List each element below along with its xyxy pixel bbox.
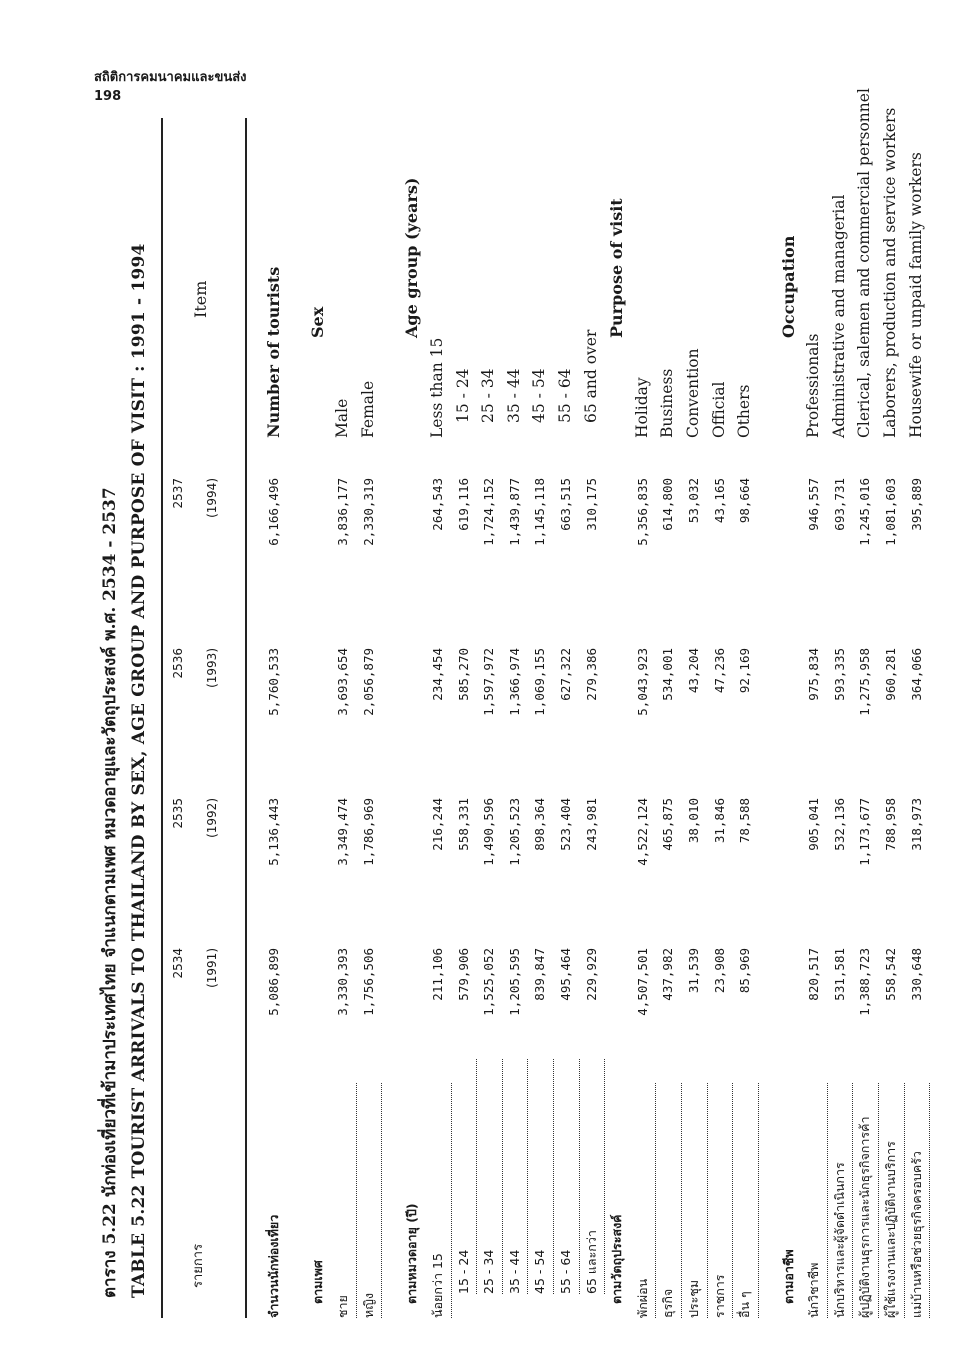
table-row — [732, 118, 758, 1318]
row-label-thai: ชาย — [330, 1053, 357, 1318]
row-value: 216,244 — [429, 798, 445, 851]
row-value: 5,086,899 — [266, 948, 281, 1016]
row-label-english: Occupation — [778, 235, 798, 338]
row-value: 3,330,393 — [335, 948, 351, 1016]
row-label-english: Official — [709, 381, 728, 438]
row-value: 47,236 — [711, 648, 727, 694]
table-row — [330, 118, 356, 1318]
row-value: 31,846 — [711, 798, 727, 844]
row-value: 1,205,595 — [506, 948, 522, 1016]
row-value: 38,010 — [685, 798, 701, 844]
row-label-english: Professionals — [804, 333, 823, 438]
row-value: 1,173,677 — [857, 798, 873, 866]
row-label-thai: 65 และกว่า — [579, 1053, 606, 1318]
row-label-english: Administrative and managerial — [829, 194, 848, 438]
row-value: 229,929 — [583, 948, 599, 1001]
row-value: 279,386 — [583, 648, 599, 701]
row-value: 1,366,974 — [506, 648, 522, 716]
table-titles — [95, 244, 153, 1299]
table-row — [553, 118, 579, 1318]
row-value: 43,165 — [711, 478, 727, 524]
row-value: 2,056,879 — [360, 648, 376, 716]
row-value: 465,875 — [660, 798, 676, 851]
table-row — [904, 118, 930, 1318]
row-value: 905,041 — [806, 798, 822, 851]
row-value: 1,145,118 — [532, 478, 548, 546]
year-header-ce: (1992) — [205, 798, 219, 838]
row-label-english: Purpose of visit — [607, 198, 627, 338]
row-label-thai: 35 - 44 — [502, 1053, 529, 1318]
table-title-thai: ตาราง 5.22 นักท่องเที่ยวที่เข้ามาประเทศไทย จำแนกตามเพศ หมวดอายุและวัตถุประสงค์ พ.ศ. 2534 - 2537 — [100, 487, 120, 1298]
table-row — [801, 118, 827, 1318]
row-value: 330,648 — [908, 948, 924, 1001]
row-label-thai: 55 - 64 — [553, 1053, 580, 1318]
row-label-english: 25 - 34 — [479, 368, 498, 423]
row-value: 619,116 — [455, 478, 471, 531]
table-row — [776, 118, 802, 1318]
row-value: 975,834 — [806, 648, 822, 701]
row-value: 85,969 — [737, 948, 753, 994]
table-row — [630, 118, 656, 1318]
table-row — [681, 118, 707, 1318]
table-row — [356, 118, 382, 1318]
table-row — [451, 118, 477, 1318]
row-value: 1,756,506 — [360, 948, 376, 1016]
row-value: 4,522,124 — [634, 798, 650, 866]
year-header-be: 2536 — [171, 648, 185, 679]
row-value: 558,331 — [455, 798, 471, 851]
row-value: 78,588 — [737, 798, 753, 844]
row-label-thai: ตามอาชีพ — [780, 1249, 796, 1304]
row-value: 395,889 — [908, 478, 924, 531]
table-title-english: TABLE 5.22 TOURIST ARRIVALS TO THAILAND BY SEX, AGE GROUP AND PURPOSE OF VISIT : 1991 - 1994 — [129, 243, 149, 1298]
row-value: 1,081,603 — [883, 478, 899, 546]
row-label-thai: 15 - 24 — [451, 1053, 478, 1318]
row-value: 364,066 — [908, 648, 924, 701]
row-value: 820,517 — [806, 948, 822, 1001]
row-value: 523,404 — [557, 798, 573, 851]
row-value: 264,543 — [429, 478, 445, 531]
row-value: 1,388,723 — [857, 948, 873, 1016]
row-value: 534,001 — [660, 648, 676, 701]
table-row — [579, 118, 605, 1318]
row-value: 243,981 — [583, 798, 599, 851]
row-value: 839,847 — [532, 948, 548, 1001]
row-label-thai: ตามวัตถุประสงค์ — [609, 1214, 625, 1304]
row-value: 558,542 — [883, 948, 899, 1001]
row-value: 593,335 — [831, 648, 847, 701]
row-value: 31,539 — [685, 948, 701, 994]
table-row — [852, 88, 878, 1318]
row-value: 1,597,972 — [481, 648, 497, 716]
row-value: 23,908 — [711, 948, 727, 994]
row-label-english: Clerical, salemen and commercial personnel — [855, 88, 874, 438]
row-label-thai: ตามเพศ — [309, 1260, 325, 1304]
row-label-english: Others — [735, 384, 754, 438]
row-value: 532,136 — [831, 798, 847, 851]
row-value: 437,982 — [660, 948, 676, 1001]
row-label-thai: ผู้ปฏิบัติงานธุรการและนักธุรกิจการค้า — [852, 1053, 879, 1318]
row-label-english: Housewife or unpaid family workers — [906, 152, 925, 438]
row-value: 98,664 — [737, 478, 753, 524]
table-row — [476, 118, 502, 1318]
table-row — [399, 118, 425, 1318]
row-label-english: Number of tourists — [264, 266, 283, 438]
row-value: 5,136,443 — [266, 798, 281, 866]
table-body — [261, 88, 929, 1318]
table-row — [827, 118, 853, 1318]
row-label-thai: 45 - 54 — [527, 1053, 554, 1318]
row-label-english: Convention — [683, 348, 702, 438]
item-header-thai: รายการ — [191, 1243, 206, 1288]
year-header-be: 2535 — [171, 798, 185, 829]
row-value: 946,557 — [806, 478, 822, 531]
row-label-thai: อื่น ๆ — [732, 1053, 759, 1318]
row-value: 1,490,596 — [481, 798, 497, 866]
row-value: 310,175 — [583, 478, 599, 531]
year-header-ce: (1994) — [205, 478, 219, 518]
table-row — [261, 118, 287, 1318]
row-label-thai: ราชการ — [707, 1053, 734, 1318]
table-top-rule — [161, 118, 163, 1318]
row-label-english: Business — [658, 368, 677, 438]
table-row — [425, 118, 451, 1318]
row-value: 1,245,016 — [857, 478, 873, 546]
row-label-thai: ตามหมวดอายุ (ปี) — [404, 1203, 420, 1304]
item-header-english: Item — [191, 280, 210, 318]
row-label-english: Laborers, production and service workers — [881, 107, 900, 438]
year-header-be: 2534 — [171, 948, 185, 979]
row-value: 318,973 — [908, 798, 924, 851]
row-value: 495,464 — [557, 948, 573, 1001]
row-label-thai: จำนวนนักท่องเที่ยว — [266, 1214, 281, 1318]
row-label-thai: หญิง — [356, 1053, 383, 1318]
row-value: 5,760,533 — [266, 648, 281, 716]
row-label-english: Sex — [307, 306, 327, 338]
table-row — [305, 118, 331, 1318]
row-value: 1,275,958 — [857, 648, 873, 716]
row-value: 3,349,474 — [335, 798, 351, 866]
table-row — [604, 118, 630, 1318]
table-row — [502, 118, 528, 1318]
table-row — [878, 107, 904, 1318]
row-value: 693,731 — [831, 478, 847, 531]
row-value: 579,906 — [455, 948, 471, 1001]
row-value: 4,507,501 — [634, 948, 650, 1016]
row-value: 211,106 — [429, 948, 445, 1001]
row-label-english: Less than 15 — [427, 337, 446, 438]
row-value: 1,069,155 — [532, 648, 548, 716]
row-label-thai: ประชุม — [681, 1053, 708, 1318]
table-row — [707, 118, 733, 1318]
row-value: 3,836,177 — [335, 478, 351, 546]
row-value: 3,693,654 — [335, 648, 351, 716]
row-value: 898,364 — [532, 798, 548, 851]
row-label-english: 65 and over — [581, 329, 600, 423]
row-value: 2,330,319 — [360, 478, 376, 546]
row-label-english: 35 - 44 — [504, 368, 523, 423]
year-header-ce: (1991) — [205, 948, 219, 988]
row-label-thai: นักบริหารและผู้จัดดำเนินการ — [827, 1053, 854, 1318]
row-label-english: Male — [333, 398, 352, 438]
row-label-thai: แม่บ้านหรือช่วยธุรกิจครอบครัว — [904, 1053, 931, 1318]
table-header-rule — [245, 118, 247, 1318]
table-row — [655, 118, 681, 1318]
row-label-english: Age group (years) — [402, 177, 422, 338]
row-value: 531,581 — [831, 948, 847, 1001]
row-value: 53,032 — [685, 478, 701, 524]
book-title: สถิติการคมนาคมและขนส่ง — [94, 70, 247, 85]
row-value: 234,454 — [429, 648, 445, 701]
row-value: 1,525,052 — [481, 948, 497, 1016]
row-label-thai: 25 - 34 — [476, 1053, 503, 1318]
row-label-english: 55 - 64 — [555, 368, 574, 423]
row-value: 6,166,496 — [266, 478, 281, 546]
row-value: 663,515 — [557, 478, 573, 531]
row-value: 960,281 — [883, 648, 899, 701]
row-label-thai: พักผ่อน — [630, 1053, 657, 1318]
row-value: 585,270 — [455, 648, 471, 701]
row-label-thai: ผู้ใช้แรงงานและปฏิบัติงานบริการ — [878, 1053, 905, 1318]
row-value: 1,205,523 — [506, 798, 522, 866]
row-value: 43,204 — [685, 648, 701, 694]
year-header-be: 2537 — [171, 478, 185, 509]
row-value: 5,043,923 — [634, 648, 650, 716]
row-label-thai: น้อยกว่า 15 — [425, 1053, 452, 1318]
table-row — [527, 118, 553, 1318]
row-value: 614,800 — [660, 478, 676, 531]
year-header-ce: (1993) — [205, 648, 219, 688]
row-label-english: 15 - 24 — [453, 368, 472, 423]
row-value: 5,356,835 — [634, 478, 650, 546]
row-label-thai: ธุรกิจ — [655, 1053, 682, 1318]
row-value: 1,786,969 — [360, 798, 376, 866]
row-label-english: Holiday — [632, 377, 651, 438]
row-value: 1,724,152 — [481, 478, 497, 546]
row-label-english: 45 - 54 — [530, 368, 549, 423]
page-number: 198 — [94, 89, 122, 104]
row-value: 788,958 — [883, 798, 899, 851]
row-value: 92,169 — [737, 648, 753, 694]
row-value: 1,439,877 — [506, 478, 522, 546]
row-label-english: Female — [358, 380, 377, 438]
row-label-thai: นักวิชาชีพ — [801, 1053, 828, 1318]
row-value: 627,322 — [557, 648, 573, 701]
